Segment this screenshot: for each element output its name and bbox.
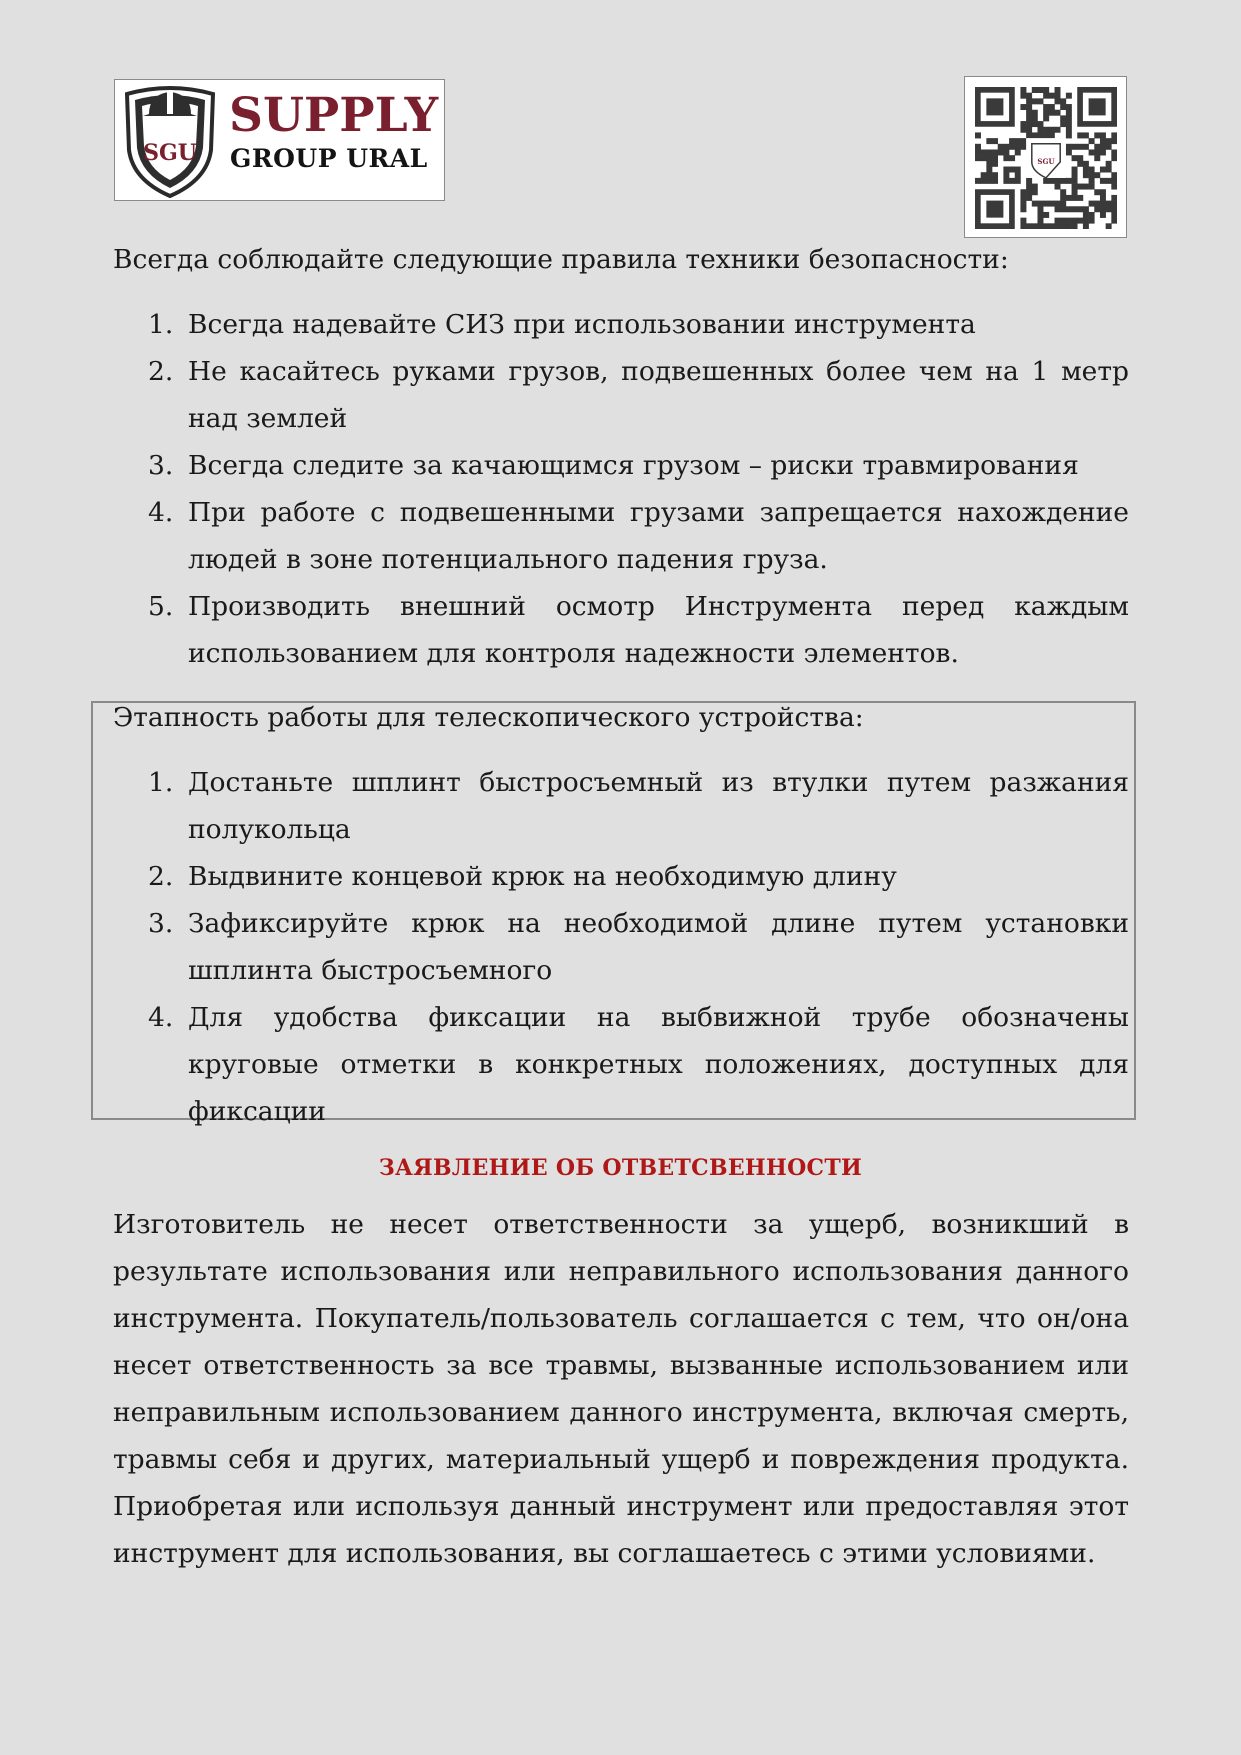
list-item <box>113 994 1129 1135</box>
list-item-text: Всегда следите за качающимся грузом – риски травмирования <box>188 450 1079 481</box>
safety-intro: Всегда соблюдайте следующие правила техники безопасности: <box>113 244 1009 275</box>
list-item-number: 1. <box>148 767 174 798</box>
list-item-text: Производить внешний осмотр Инструмента перед каждым использованием для контроля надежности элементов. <box>188 591 1129 669</box>
list-item <box>113 442 1129 489</box>
list-item <box>113 348 1129 442</box>
list-item <box>113 583 1129 677</box>
brand-name-line1: SUPPLY <box>229 88 439 143</box>
logo-badge-text: SGU <box>143 140 197 166</box>
list-item-text: Выдвините концевой крюк на необходимую длину <box>188 861 897 892</box>
qr-center-logo: SGU <box>1037 157 1055 167</box>
list-item-number: 2. <box>148 861 174 892</box>
steps-list <box>113 759 1129 1135</box>
list-item-text: Всегда надевайте СИЗ при использовании инструмента <box>188 309 976 340</box>
list-item-number: 4. <box>148 1002 174 1033</box>
list-item <box>113 301 1129 348</box>
list-item <box>113 759 1129 853</box>
steps-title: Этапность работы для телескопического устройства: <box>113 702 864 733</box>
disclaimer-body: Изготовитель не несет ответственности за ущерб, возникший в результате использования или неправильного использования данного инструмента. Покупатель/пользователь соглашается с тем, что он/она несет ответственность за все травмы, вызванные использованием или неправильным использованием данного инструмента, включая смерть, травмы себя и других, материальный ущерб и повреждения продукта. Приобретая или используя данный инструмент или предоставляя этот инструмент для использования, вы соглашаетесь с этими условиями. <box>113 1209 1129 1569</box>
shield-helmet-icon <box>115 80 225 200</box>
company-logo <box>114 79 445 201</box>
list-item-number: 3. <box>148 450 174 481</box>
list-item-number: 5. <box>148 591 174 622</box>
brand-name-line2: GROUP URAL <box>230 144 428 173</box>
qr-code[interactable] <box>964 76 1127 238</box>
list-item-text: Достаньте шплинт быстросъемный из втулки путем разжания полукольца <box>188 767 1129 845</box>
list-item <box>113 489 1129 583</box>
list-item-text: При работе с подвешенными грузами запрещается нахождение людей в зоне потенциального падения груза. <box>188 497 1129 575</box>
list-item-number: 4. <box>148 497 174 528</box>
list-item <box>113 853 1129 900</box>
list-item-text: Не касайтесь руками грузов, подвешенных более чем на 1 метр над землей <box>188 356 1129 434</box>
list-item-number: 2. <box>148 356 174 387</box>
disclaimer-heading: ЗАЯВЛЕНИЕ ОБ ОТВЕТСВЕННОСТИ <box>378 1155 863 1181</box>
list-item-text: Зафиксируйте крюк на необходимой длине путем установки шплинта быстросъемного <box>188 908 1129 986</box>
list-item-number: 1. <box>148 309 174 340</box>
list-item-text: Для удобства фиксации на выбвижной трубе обозначены круговые отметки в конкретных положениях, доступных для фиксации <box>188 1002 1129 1127</box>
qr-code-icon <box>975 87 1117 229</box>
list-item-number: 3. <box>148 908 174 939</box>
safety-rules-list <box>113 301 1129 677</box>
list-item <box>113 900 1129 994</box>
